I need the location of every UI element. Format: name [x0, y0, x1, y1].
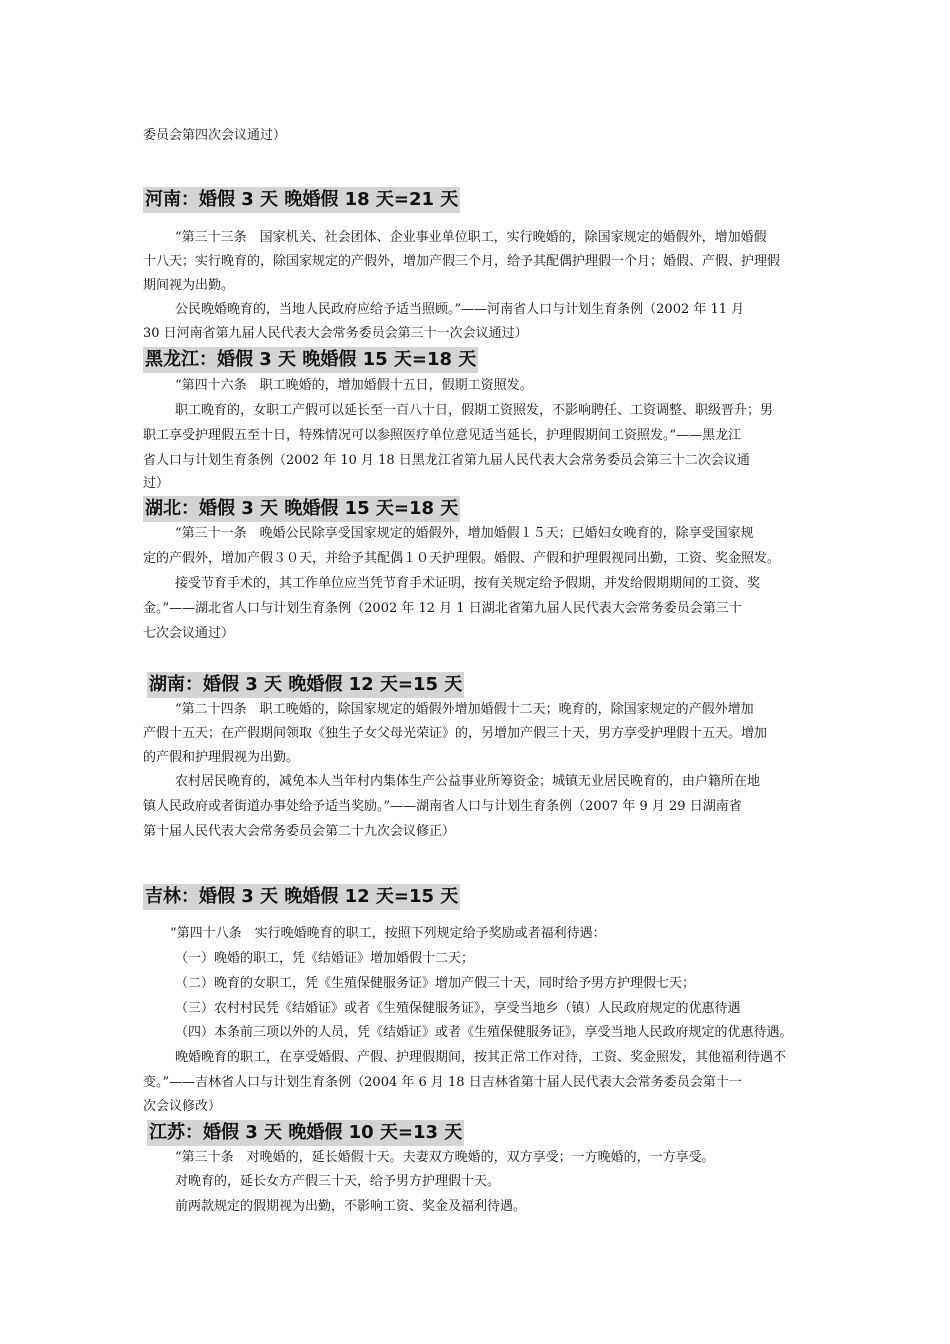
paragraph-line: 前两款规定的假期视为出勤，不影响工资、奖金及福利待遇。	[175, 1199, 527, 1214]
paragraph-line: 次会议修改）	[143, 1099, 222, 1114]
paragraph-line: “第三十三条 国家机关、社会团体、企业事业单位职工，实行晚婚的，除国家规定的婚假外，增加婚假	[175, 230, 767, 245]
paragraph-line: 十八天；实行晚育的，除国家规定的产假外，增加产假三个月，给予其配偶护理假一个月；婚假、产假、护理假	[143, 254, 781, 269]
heading-henan: 河南：婚假 3 天 晚婚假 18 天=21 天	[143, 187, 460, 213]
paragraph-line: “第三十一条 晚婚公民除享受国家规定的婚假外，增加婚假１５天；已婚妇女晚育的，除享受国家规	[175, 526, 754, 541]
paragraph-line: 定的产假外，增加产假３０天，并给予其配偶１０天护理假。婚假、产假和护理假视同出勤，工资、奖金照发。	[143, 551, 781, 566]
heading-hunan: 湖南：婚假 3 天 晚婚假 12 天=15 天	[147, 672, 464, 698]
heading-jilin: 吉林：婚假 3 天 晚婚假 12 天=15 天	[143, 884, 460, 910]
paragraph-line: “第二十四条 职工晚婚的，除国家规定的婚假外增加婚假十二天；晚育的，除国家规定的产假外增加	[175, 702, 754, 717]
paragraph-line: 职工享受护理假五至十日，特殊情况可以参照医疗单位意见适当延长，护理假期间工资照发。”——黑龙江	[143, 428, 742, 443]
heading-jiangsu: 江苏：婚假 3 天 晚婚假 10 天=13 天	[147, 1120, 464, 1146]
paragraph-line: 公民晚婚晚育的，当地人民政府应给予适当照顾。”——河南省人口与计划生育条例（2002 年 11 月	[175, 302, 745, 317]
intro-text: 委员会第四次会议通过）	[143, 128, 287, 143]
paragraph-line: “第四十八条 实行晚婚晚育的职工，按照下列规定给予奖励或者福利待遇：	[170, 926, 606, 941]
paragraph-line: （三）农村村民凭《结婚证》或者《生殖保健服务证》，享受当地乡（镇）人民政府规定的优惠待遇	[175, 1001, 741, 1016]
paragraph-line: 过）	[143, 476, 170, 491]
paragraph-line: “第三十条 对晚婚的，延长婚假十天。夫妻双方晚婚的，双方享受；一方晚婚的，一方享受。	[175, 1150, 715, 1165]
paragraph-line: 晚婚晚育的职工，在享受婚假、产假、护理假期间，按其正常工作对待，工资、奖金照发，其他福利待遇不	[175, 1050, 787, 1065]
paragraph-line: 金。”——湖北省人口与计划生育条例（2002 年 12 月 1 日湖北省第九届人民代表大会常务委员会第三十	[143, 601, 742, 616]
paragraph-line: 30 日河南省第九届人民代表大会常务委员会第三十一次会议通过）	[143, 326, 528, 341]
paragraph-line: （一）晚婚的职工，凭《结婚证》增加婚假十二天；	[175, 951, 475, 966]
paragraph-line: 对晚育的，延长女方产假三十天，给予男方护理假十天。	[175, 1174, 501, 1189]
paragraph-line: 变。”——吉林省人口与计划生育条例（2004 年 6 月 18 日吉林省第十届人民代表大会常务委员会第十一	[143, 1075, 742, 1090]
heading-hubei: 湖北：婚假 3 天 晚婚假 15 天=18 天	[143, 496, 460, 522]
paragraph-line: 省人口与计划生育条例（2002 年 10 月 18 日黑龙江省第九届人民代表大会常务委员会第三十二次会议通	[143, 453, 750, 468]
paragraph-line: 期间视为出勤。	[143, 278, 235, 293]
paragraph-line: 接受节育手术的，其工作单位应当凭节育手术证明，按有关规定给予假期，并发给假期期间的工资、奖	[175, 576, 761, 591]
paragraph-line: 镇人民政府或者街道办事处给予适当奖励。”——湖南省人口与计划生育条例（2007 年 9 月 29 日湖南省	[143, 799, 742, 814]
paragraph-line: 的产假和护理假视为出勤。	[143, 750, 300, 765]
paragraph-line: （四）本条前三项以外的人员，凭《结婚证》或者《生殖保健服务证》，享受当地人民政府规定的优惠待遇。	[175, 1025, 793, 1040]
paragraph-line: 产假十五天；在产假期间领取《独生子女父母光荣证》的，另增加产假三十天，男方享受护理假十五天。增加	[143, 726, 768, 741]
paragraph-line: 七次会议通过）	[143, 626, 235, 641]
paragraph-line: “第四十六条 职工晚婚的，增加婚假十五日，假期工资照发。	[175, 378, 533, 393]
paragraph-line: 农村居民晚育的，减免本人当年村内集体生产公益事业所筹资金；城镇无业居民晚育的，由户籍所在地	[175, 774, 761, 789]
paragraph-line: 第十届人民代表大会常务委员会第二十九次会议修正）	[143, 824, 456, 839]
paragraph-line: 职工晚育的，女职工产假可以延长至一百八十日，假期工资照发，不影响聘任、工资调整、职级晋升；男	[175, 403, 774, 418]
heading-heilongjiang: 黑龙江：婚假 3 天 晚婚假 15 天=18 天	[143, 347, 478, 373]
paragraph-line: （二）晚育的女职工，凭《生殖保健服务证》增加产假三十天，同时给予男方护理假七天；	[175, 976, 696, 991]
